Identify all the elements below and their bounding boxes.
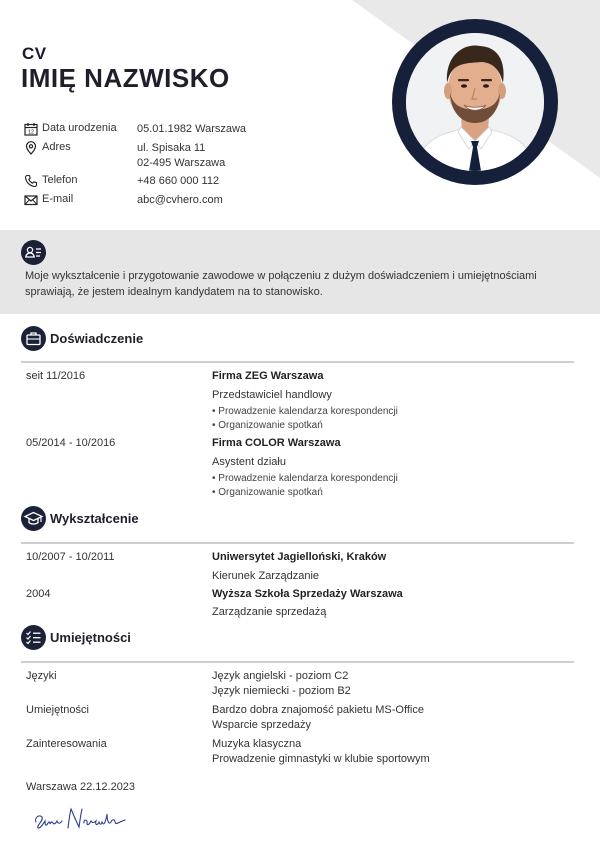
education-date: 2004 <box>26 588 51 600</box>
handwritten-signature <box>30 802 130 834</box>
experience-bullet: • Organizowanie spotkań <box>212 420 323 431</box>
birth-value: 05.01.1982 Warszawa <box>137 123 247 135</box>
summary-text: Moje wykształcenie i przygotowanie zawodowe w połączeniu z dużym doświadczeniem i umiejętnościami sprawiają, że jestem idealnym kandydatem na to stanowisko. <box>25 270 537 298</box>
education-school: Wyższa Szkoła Sprzedaży Warszawa <box>212 588 403 600</box>
candidate-name: IMIĘ NAZWISKO <box>21 63 230 93</box>
skills-label: Języki <box>26 670 57 682</box>
experience-position: Asystent działu <box>212 456 286 468</box>
address-value <box>137 141 225 171</box>
place-date: Warszawa 22.12.2023 <box>26 781 136 793</box>
person-portrait <box>406 33 544 171</box>
address-line2: 02-495 Warszawa <box>137 157 226 169</box>
skills-value: Wsparcie sprzedaży <box>212 719 312 731</box>
email-value: abc@cvhero.com <box>137 194 223 206</box>
experience-company: Firma COLOR Warszawa <box>212 437 341 449</box>
briefcase-icon <box>21 326 46 351</box>
skills-value: Prowadzenie gimnastyki w klubie sportowym <box>212 753 430 765</box>
skills-label: Zainteresowania <box>26 738 107 750</box>
profile-card-icon <box>21 240 46 265</box>
checklist-icon <box>21 625 46 650</box>
skills-value: Język angielski - poziom C2 <box>212 670 349 682</box>
education-divider <box>21 542 574 544</box>
experience-bullet: • Prowadzenie kalendarza korespondencji <box>212 406 398 417</box>
birth-label: Data urodzenia <box>42 122 117 134</box>
education-date: 10/2007 - 10/2011 <box>26 551 115 563</box>
education-detail: Zarządzanie sprzedażą <box>212 606 327 618</box>
email-label: E-mail <box>42 193 74 205</box>
skills-value: Bardzo dobra znajomość pakietu MS-Office <box>212 704 424 716</box>
education-school: Uniwersytet Jagielloński, Kraków <box>212 551 387 563</box>
education-title: Wykształcenie <box>50 511 139 526</box>
experience-company: Firma ZEG Warszawa <box>212 370 324 382</box>
skills-label: Umiejętności <box>26 704 89 716</box>
calendar-icon <box>24 122 38 136</box>
location-pin-icon <box>24 141 38 155</box>
experience-date: 05/2014 - 10/2016 <box>26 437 116 449</box>
address-line1: ul. Spisaka 11 <box>137 142 206 154</box>
experience-position: Przedstawiciel handlowy <box>212 389 332 401</box>
skills-divider <box>21 661 574 663</box>
phone-label: Telefon <box>42 174 78 186</box>
graduation-cap-icon <box>21 506 46 531</box>
experience-date: seit 11/2016 <box>26 370 86 382</box>
education-detail: Kierunek Zarządzanie <box>212 570 320 582</box>
skills-value: Język niemiecki - poziom B2 <box>212 685 351 697</box>
experience-divider <box>21 361 574 363</box>
cv-label: CV <box>22 44 47 63</box>
envelope-icon <box>24 193 38 207</box>
address-label: Adres <box>42 141 71 153</box>
experience-bullet: • Prowadzenie kalendarza korespondencji <box>212 473 398 484</box>
profile-photo <box>406 33 544 171</box>
phone-value: +48 660 000 112 <box>137 175 220 187</box>
experience-title: Doświadczenie <box>50 331 144 346</box>
experience-bullet: • Organizowanie spotkań <box>212 487 323 498</box>
skills-value: Muzyka klasyczna <box>212 738 302 750</box>
skills-title: Umiejętności <box>50 630 131 645</box>
svg-text:12: 12 <box>27 129 35 136</box>
phone-icon <box>24 174 38 188</box>
